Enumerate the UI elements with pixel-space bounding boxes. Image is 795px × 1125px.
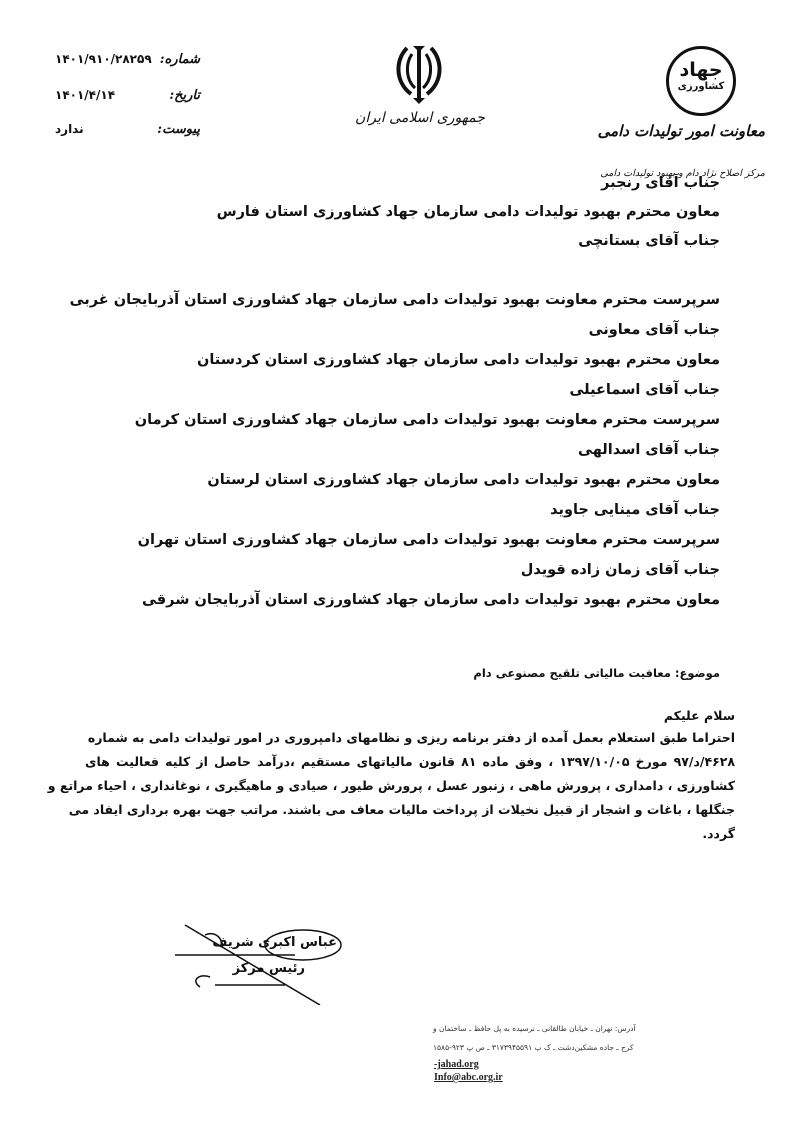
greeting: سلام علیکم (663, 708, 735, 723)
body-line: کشاورزی ، دامداری ، پرورش ماهی ، زنبور عسل ، پرورش طیور ، صیادی و ماهیگیری ، نوغانداری ، احیاء مراتع و (47, 778, 735, 793)
attachment-label: پیوست: (157, 121, 200, 137)
signatory-name: عباس اکبری شریف (212, 935, 337, 950)
date-value: ۱۴۰۱/۴/۱۴ (55, 88, 116, 102)
signature-block (175, 915, 345, 1005)
jahad-logo (666, 46, 736, 116)
footer-address-line: آدرس: تهران ـ خیابان طالقانی ـ نرسیده به پل حافظ ـ ساختمان و (433, 1024, 636, 1033)
signature-scribble-icon (175, 915, 345, 1005)
recipient-line: جناب آقای بستانچی (578, 233, 720, 249)
letter-date-row (55, 84, 200, 106)
recipient-line: جناب آقای اسدالهی (578, 442, 720, 458)
recipient-line: معاون محترم بهبود تولیدات دامی سازمان جهاد کشاورزی استان لرستان (207, 472, 720, 488)
recipient-line: سرپرست محترم معاونت بهبود تولیدات دامی سازمان جهاد کشاورزی استان کرمان (134, 412, 720, 428)
footer-address-line: کرج ـ جاده مشکین‌دشت ـ ک پ ۳۱۷۳۹۴۵۵۹۱ ـ ص پ ۹۲۳-۱۵۸۵ (433, 1043, 634, 1052)
recipient-line: جناب آقای رنجبر (601, 175, 720, 191)
number-value: ۱۴۰۱/۹۱۰/۲۸۲۵۹ (55, 52, 152, 66)
attachment-value: ندارد (55, 122, 84, 136)
website-link[interactable]: -jahad.org (434, 1059, 479, 1070)
signatory-title: رئیس مرکز (232, 961, 305, 976)
recipient-line: معاون محترم بهبود تولیدات دامی سازمان جهاد کشاورزی استان فارس (216, 204, 720, 220)
logo-text: جهاد (679, 59, 723, 81)
recipient-line: جناب آقای اسماعیلی (569, 382, 720, 398)
body-line: ۴۶۲۸/د/۹۷ مورخ ۱۳۹۷/۱۰/۰۵ ، وفق ماده ۸۱ قانون مالیاتهای مستقیم ،درآمد حاصل از کلیه فعالیت های (85, 754, 735, 769)
recipient-line: جناب آقای زمان زاده قویدل (520, 562, 720, 578)
org-name: معاونت امور تولیدات دامی (597, 122, 765, 140)
emblem-caption: جمهوری اسلامی ایران (355, 110, 485, 126)
recipient-line: جناب آقای معاونی (588, 322, 720, 338)
body-line: گردد. (702, 826, 735, 841)
body-line: احتراما طبق استعلام بعمل آمده از دفتر برنامه ریزی و نظامهای دامپروری در امور تولیدات دامی به شماره (87, 730, 735, 745)
iran-emblem-icon (393, 40, 445, 106)
letter-attachment-row (55, 118, 200, 140)
date-label: تاریخ: (169, 87, 200, 103)
recipient-line: سرپرست محترم معاونت بهبود تولیدات دامی سازمان جهاد کشاورزی استان تهران (137, 532, 720, 548)
letter-number-row (55, 48, 200, 70)
recipient-line: جناب آقای مینایی جاوید (550, 502, 720, 518)
logo-subtext: کشاورزی (677, 81, 725, 92)
org-subname: مرکز اصلاح نژاد دام و بهبود تولیدات دامی (600, 168, 765, 179)
subject-line: موضوع: معافیت مالیاتی تلقیح مصنوعی دام (473, 666, 720, 680)
recipient-line: معاون محترم بهبود تولیدات دامی سازمان جهاد کشاورزی استان کردستان (196, 352, 720, 368)
email-link[interactable]: Info@abc.org.ir (434, 1072, 503, 1083)
recipient-line: معاون محترم بهبود تولیدات دامی سازمان جهاد کشاورزی استان آذربایجان شرقی (142, 592, 720, 608)
body-line: جنگلها ، باغات و اشجار از قبیل نخیلات از پرداخت مالیات معاف می باشند. مراتب جهت بهره برداری ایفاد می (68, 802, 735, 817)
number-label: شماره: (159, 51, 200, 67)
recipient-line: سرپرست محترم معاونت بهبود تولیدات دامی سازمان جهاد کشاورزی استان آذربایجان غربی (69, 292, 720, 308)
